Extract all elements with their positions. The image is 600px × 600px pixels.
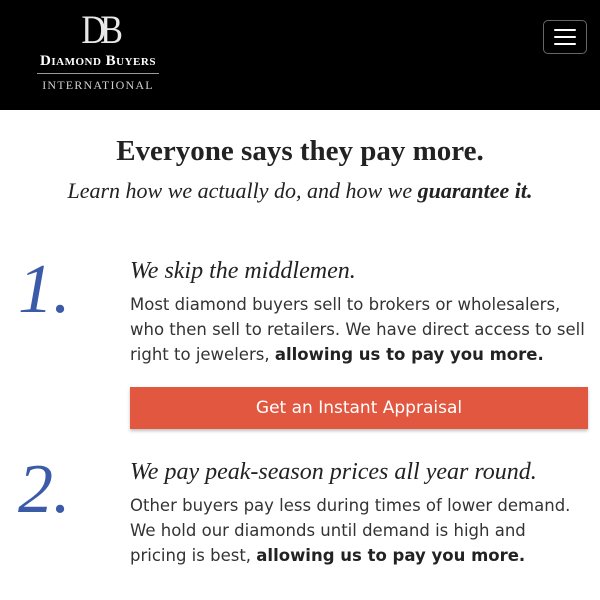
logo-monogram-d: D bbox=[81, 7, 98, 52]
step-number: 1. bbox=[18, 251, 71, 328]
subline-emphasis: guarantee it. bbox=[417, 178, 533, 203]
step-body-line bbox=[130, 543, 592, 568]
step-body-text: right to jewelers, bbox=[130, 345, 275, 364]
step-body bbox=[130, 292, 592, 367]
menu-bar bbox=[554, 29, 576, 31]
hamburger-menu-icon[interactable] bbox=[543, 20, 587, 54]
page-headline: Everyone says they pay more. bbox=[116, 135, 484, 167]
logo-monogram bbox=[30, 7, 166, 52]
logo-subtitle: INTERNATIONAL bbox=[42, 78, 154, 92]
step-body-line: who then sell to retailers. We have direct access to sell bbox=[130, 320, 585, 339]
step-body-line: We hold our diamonds until demand is high and bbox=[130, 521, 526, 540]
logo-name: Diamond Buyers bbox=[40, 53, 156, 69]
step-body-line: Most diamond buyers sell to brokers or wholesalers, bbox=[130, 295, 561, 314]
step-body-emphasis: allowing us to pay you more. bbox=[256, 546, 526, 565]
menu-bar bbox=[554, 43, 576, 45]
page-subheadline bbox=[0, 178, 600, 204]
logo-monogram-b: B bbox=[100, 7, 115, 52]
step-body-line: Other buyers pay less during times of lower demand. bbox=[130, 496, 571, 515]
logo-divider bbox=[37, 73, 159, 74]
subline-text: Learn how we actually do, and how we bbox=[67, 178, 418, 203]
step-body-emphasis: allowing us to pay you more. bbox=[274, 345, 544, 364]
step-title: We skip the middlemen. bbox=[130, 258, 356, 284]
step-number: 2. bbox=[18, 451, 71, 528]
site-header bbox=[0, 0, 600, 110]
step-body-line bbox=[130, 342, 592, 367]
step-title: We pay peak-season prices all year round. bbox=[130, 459, 537, 485]
step-body bbox=[130, 493, 592, 568]
instant-appraisal-button[interactable]: Get an Instant Appraisal bbox=[130, 387, 588, 429]
step-body-text: pricing is best, bbox=[130, 546, 257, 565]
logo[interactable] bbox=[30, 7, 166, 98]
menu-bar bbox=[554, 36, 576, 38]
